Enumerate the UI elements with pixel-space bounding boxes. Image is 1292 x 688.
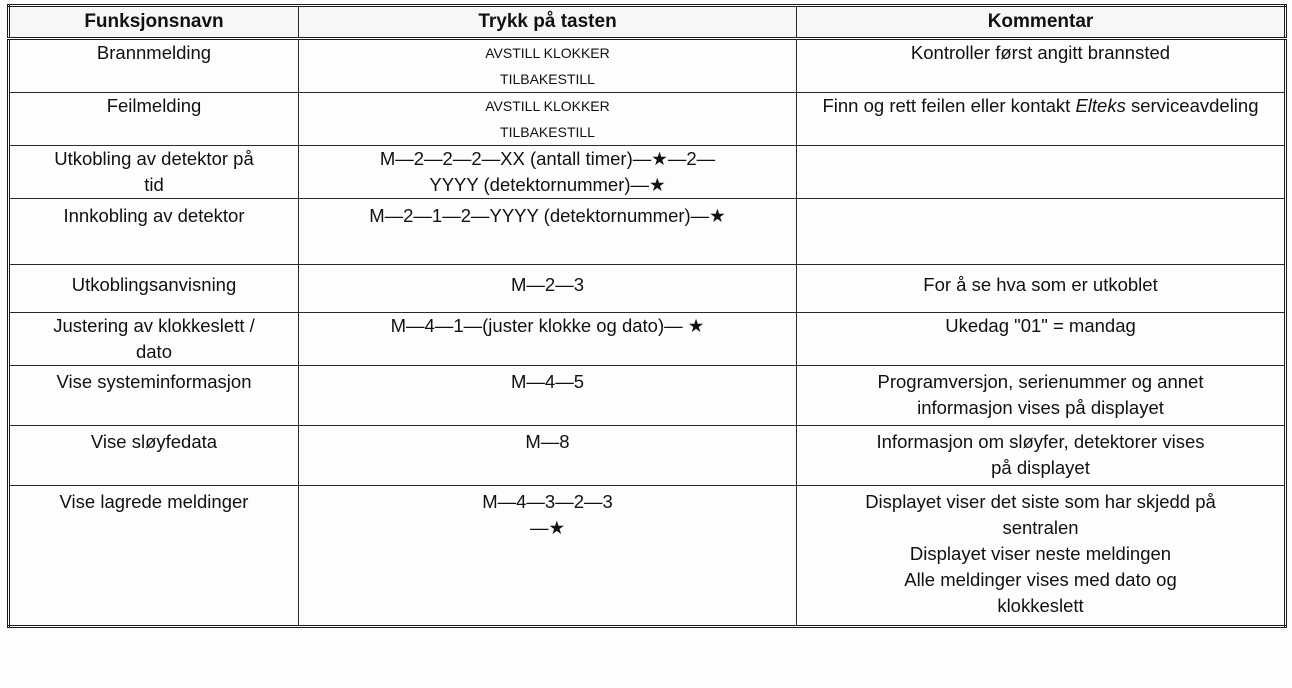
function-text: Justering av klokkeslett / — [53, 315, 255, 336]
function-text: Vise sløyfedata — [90, 431, 218, 452]
key-text: M—2—1—2—YYYY (detektornummer)—★ — [369, 205, 726, 226]
table-row — [9, 146, 1286, 199]
comment-cell — [797, 146, 1286, 199]
header-key-press: Trykk på tasten — [299, 6, 797, 39]
function-text: Brannmelding — [96, 42, 212, 63]
keys-cell — [299, 265, 797, 313]
function-cell — [9, 93, 299, 146]
keys-cell — [299, 146, 797, 199]
keys-cell — [299, 199, 797, 265]
comment-cell — [797, 313, 1286, 366]
comment-cell — [797, 366, 1286, 426]
header-function-name: Funksjonsnavn — [9, 6, 299, 39]
comment-text: klokkeslett — [997, 595, 1084, 616]
key-text: AVSTILL KLOKKER — [485, 45, 610, 61]
comment-text: Ukedag "01" = mandag — [945, 315, 1136, 336]
key-text: M—4—5 — [511, 371, 584, 392]
function-text: Utkobling av detektor på — [54, 148, 254, 169]
comment-text: Kontroller først angitt brannsted — [910, 42, 1171, 63]
function-cell — [9, 265, 299, 313]
table-row — [9, 39, 1286, 93]
comment-text: informasjon vises på displayet — [917, 397, 1164, 418]
key-text: M—4—1—(juster klokke og dato)— ★ — [390, 315, 705, 336]
function-cell — [9, 146, 299, 199]
key-text: TILBAKESTILL — [500, 124, 595, 140]
table-row — [9, 426, 1286, 486]
key-text: M—8 — [525, 431, 570, 452]
comment-cell — [797, 426, 1286, 486]
keys-cell — [299, 39, 797, 93]
key-text: —★ — [529, 517, 566, 538]
function-cell — [9, 486, 299, 627]
function-text: tid — [144, 174, 164, 195]
function-text: Feilmelding — [106, 95, 202, 116]
comment-text: Displayet viser det siste som har skjedd på — [865, 491, 1216, 512]
key-text: M—4—3—2—3 — [482, 491, 613, 512]
comment-text: på displayet — [991, 457, 1090, 478]
comment-text: sentralen — [1002, 517, 1079, 538]
function-text: Utkoblingsanvisning — [71, 274, 237, 295]
table-row — [9, 265, 1286, 313]
table-row — [9, 313, 1286, 366]
comment-cell — [797, 199, 1286, 265]
function-cell — [9, 313, 299, 366]
keys-cell — [299, 313, 797, 366]
keys-cell — [299, 366, 797, 426]
function-table — [7, 4, 1287, 628]
comment-text: Finn og rett feilen eller kontakt — [822, 95, 1076, 116]
key-text: YYYY (detektornummer)—★ — [429, 174, 666, 195]
function-text: Vise systeminformasjon — [56, 371, 252, 392]
company-name-italic: Elteks — [1075, 95, 1126, 116]
comment-text: serviceavdeling — [1125, 95, 1259, 116]
keys-cell — [299, 93, 797, 146]
comment-text: Informasjon om sløyfer, detektorer vises — [876, 431, 1205, 452]
function-cell — [9, 39, 299, 93]
comment-text: Alle meldinger vises med dato og — [904, 569, 1177, 590]
key-text: AVSTILL KLOKKER — [485, 98, 610, 114]
keys-cell — [299, 426, 797, 486]
function-cell — [9, 426, 299, 486]
comment-cell — [797, 486, 1286, 627]
comment-text: Programversjon, serienummer og annet — [877, 371, 1204, 392]
comment-cell — [797, 265, 1286, 313]
function-text: dato — [135, 341, 172, 362]
function-text: Vise lagrede meldinger — [59, 491, 249, 512]
comment-cell — [797, 93, 1286, 146]
table-row — [9, 93, 1286, 146]
table-row — [9, 199, 1286, 265]
table-row — [9, 486, 1286, 627]
table-header-row — [9, 6, 1286, 39]
key-text: M—2—3 — [511, 274, 584, 295]
function-cell — [9, 199, 299, 265]
keys-cell — [299, 486, 797, 627]
function-text: Innkobling av detektor — [63, 205, 245, 226]
header-comment: Kommentar — [797, 6, 1286, 39]
key-text: TILBAKESTILL — [500, 71, 595, 87]
comment-text: For å se hva som er utkoblet — [923, 274, 1158, 295]
comment-cell — [797, 39, 1286, 93]
comment-text: Displayet viser neste meldingen — [909, 543, 1172, 564]
key-text: M—2—2—2—XX (antall timer)—★—2— — [379, 148, 716, 169]
function-cell — [9, 366, 299, 426]
table-row — [9, 366, 1286, 426]
